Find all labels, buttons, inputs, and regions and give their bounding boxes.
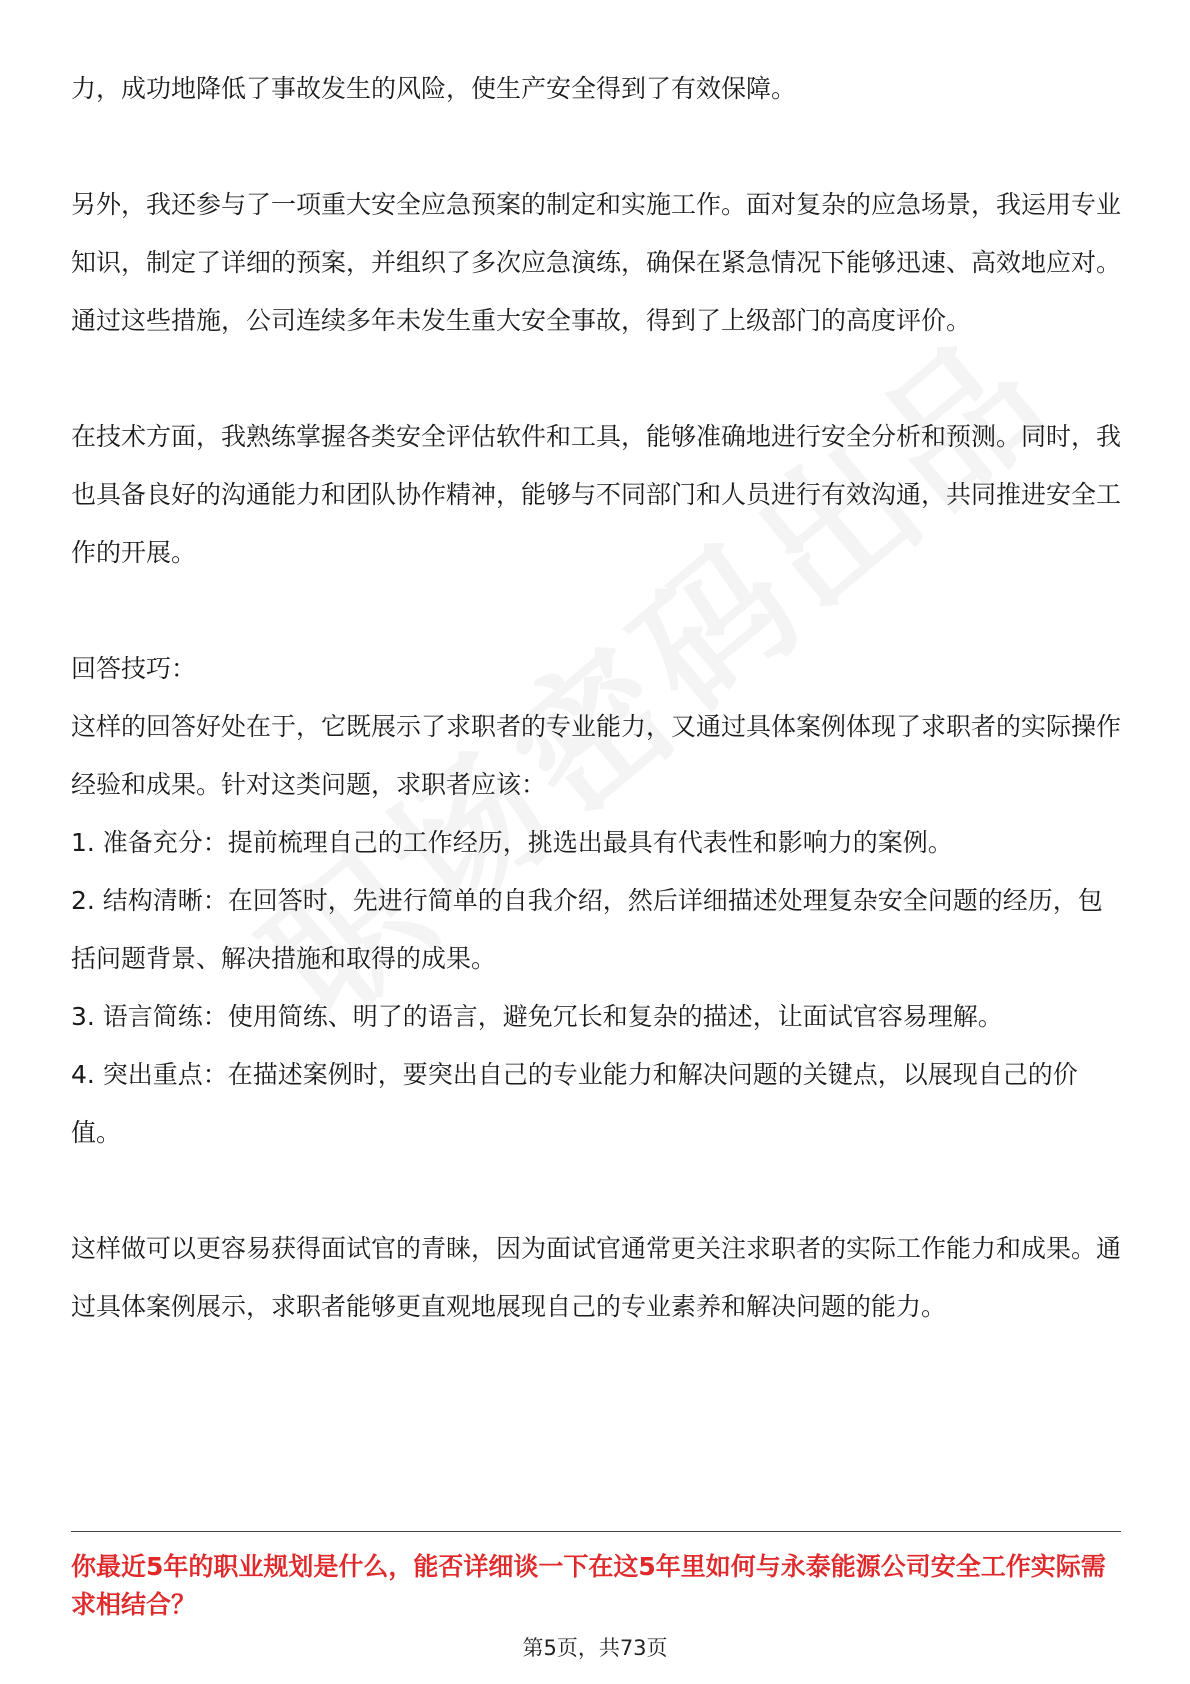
tips-intro: 这样的回答好处在于，它既展示了求职者的专业能力，又通过具体案例体现了求职者的实际操作经验和成果。针对这类问题，求职者应该： (71, 712, 1122, 799)
conclusion-paragraph: 这样做可以更容易获得面试官的青睐，因为面试官通常更关注求职者的实际工作能力和成果。通过具体案例展示，求职者能够更直观地展现自己的专业素养和解决问题的能力。 (71, 1234, 1122, 1321)
tip-item: 3. 语言简练：使用简练、明了的语言，避免冗长和复杂的描述，让面试官容易理解。 (71, 1002, 1003, 1031)
tip-item: 1. 准备充分：提前梳理自己的工作经历，挑选出最具有代表性和影响力的案例。 (71, 828, 953, 857)
tips-heading: 回答技巧： (71, 654, 197, 683)
page-footer: 第5页，共73页 (522, 1636, 668, 1660)
tip-item: 4. 突出重点：在描述案例时，要突出自己的专业能力和解决问题的关键点，以展现自己的价值。 (71, 1060, 1078, 1147)
paragraph: 力，成功地降低了事故发生的风险，使生产安全得到了有效保障。 (71, 74, 797, 103)
next-question-heading: 你最近5年的职业规划是什么，能否详细谈一下在这5年里如何与永泰能源公司安全工作实际需求相结合？ (71, 1552, 1106, 1619)
body-content (71, 60, 1121, 1336)
paragraph: 另外，我还参与了一项重大安全应急预案的制定和实施工作。面对复杂的应急场景，我运用专业知识，制定了详细的预案，并组织了多次应急演练，确保在紧急情况下能够迅速、高效地应对。通过这些措施，公司连续多年未发生重大安全事故，得到了上级部门的高度评价。 (71, 190, 1122, 335)
section-divider (71, 1531, 1121, 1532)
paragraph: 在技术方面，我熟练掌握各类安全评估软件和工具，能够准确地进行安全分析和预测。同时，我也具备良好的沟通能力和团队协作精神，能够与不同部门和人员进行有效沟通，共同推进安全工作的开展。 (71, 422, 1122, 567)
tip-item: 2. 结构清晰：在回答时，先进行简单的自我介绍，然后详细描述处理复杂安全问题的经历，包括问题背景、解决措施和取得的成果。 (71, 886, 1103, 973)
